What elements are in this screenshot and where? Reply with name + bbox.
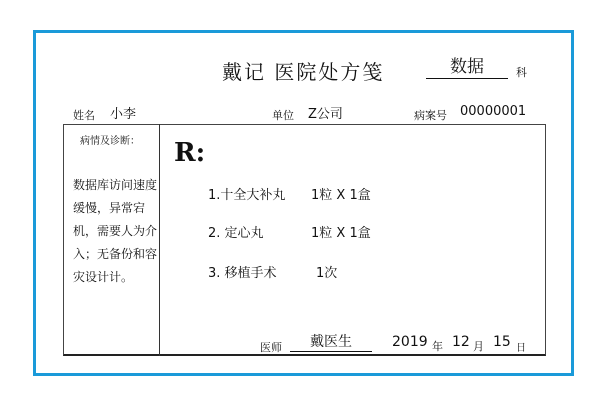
- patient-unit: Z公司: [308, 107, 343, 122]
- diagnosis-label: 病情及诊断：: [80, 136, 140, 147]
- date-month: 12: [452, 334, 470, 350]
- date-year-suffix: 年: [432, 340, 443, 353]
- item-2-qty: 1粒 X 1盒: [311, 226, 371, 241]
- case-number-label: 病案号: [414, 109, 447, 122]
- date-day-suffix: 日: [516, 343, 526, 354]
- case-number: 00000001: [460, 104, 527, 119]
- item-1-name: 1.十全大补丸: [208, 188, 286, 203]
- column-divider: [159, 124, 160, 356]
- item-2-name: 2. 定心丸: [208, 226, 264, 241]
- patient-name: 小李: [110, 107, 137, 122]
- item-3-name: 3. 移植手术: [208, 266, 277, 281]
- doctor-name: 戴医生: [290, 333, 372, 352]
- date-day: 15: [493, 334, 511, 350]
- diagnosis-text: 数据库访问速度缓慢，异常宕机，需要人为介入；无备份和容灾设计计。: [73, 178, 158, 284]
- date-year: 2019: [392, 334, 428, 350]
- item-1-qty: 1粒 X 1盒: [311, 188, 371, 203]
- date-month-suffix: 月: [473, 340, 484, 353]
- prescription-title: 戴记 医院处方笺: [222, 60, 385, 84]
- name-label: 姓名: [73, 109, 95, 122]
- item-3-qty: 1次: [316, 266, 338, 281]
- department-suffix: 科: [516, 66, 527, 79]
- rx-symbol: R:: [174, 138, 206, 168]
- department-field: 数据: [426, 56, 508, 79]
- unit-label: 单位: [272, 109, 294, 122]
- doctor-label: 医师: [260, 341, 282, 354]
